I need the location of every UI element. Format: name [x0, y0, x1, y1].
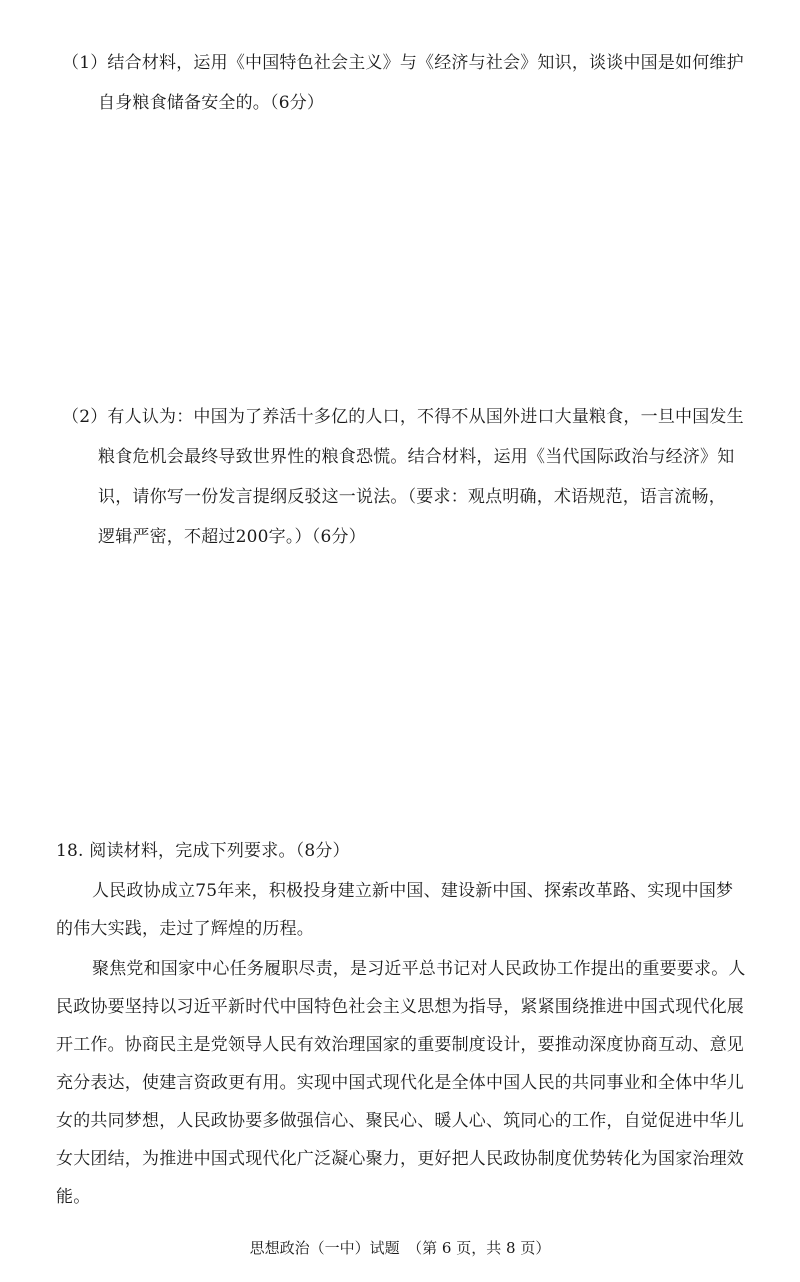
q18-para2-line-7: 能。	[56, 1187, 91, 1207]
q18-para2-line-5: 女的共同梦想，人民政协要多做强信心、聚民心、暖人心、筑同心的工作，自觉促进中华儿	[56, 1111, 744, 1131]
q17-part2-line-3: 识，请你写一份发言提纲反驳这一说法。（要求：观点明确，术语规范，语言流畅，	[98, 487, 726, 507]
q18-para2-line-1: 聚焦党和国家中心任务履职尽责，是习近平总书记对人民政协工作提出的重要要求。人	[92, 959, 746, 979]
q18-para2-line-2: 民政协要坚持以习近平新时代中国特色社会主义思想为指导，紧紧围绕推进中国式现代化展	[56, 997, 744, 1017]
q17-part1-line-2: 自身粮食储备安全的。（6分）	[98, 93, 325, 113]
page-footer: 思想政治（一中）试题 （第 6 页，共 8 页）	[249, 1239, 551, 1257]
q18-para2-line-3: 开工作。协商民主是党领导人民有效治理国家的重要制度设计，要推动深度协商互动、意见	[56, 1035, 744, 1055]
q18-para2-line-4: 充分表达，使建言资政更有用。实现中国式现代化是全体中国人民的共同事业和全体中华儿	[56, 1073, 744, 1093]
q17-part2-line-1: （2）有人认为：中国为了养活十多亿的人口，不得不从国外进口大量粮食，一旦中国发生	[62, 407, 744, 427]
q17-part2-line-4: 逻辑严密，不超过200字。）（6分）	[98, 527, 366, 547]
q18-para1-line-2: 的伟大实践，走过了辉煌的历程。	[56, 919, 314, 939]
q18-para2-line-6: 女大团结，为推进中国式现代化广泛凝心聚力，更好把人民政协制度优势转化为国家治理效	[56, 1149, 744, 1169]
q17-part1-line-1: （1）结合材料，运用《中国特色社会主义》与《经济与社会》知识，谈谈中国是如何维护	[62, 53, 744, 73]
q17-part2-line-2: 粮食危机会最终导致世界性的粮食恐慌。结合材料，运用《当代国际政治与经济》知	[98, 447, 735, 467]
q18-heading: 18. 阅读材料，完成下列要求。（8分）	[56, 841, 350, 861]
q18-para1-line-1: 人民政协成立75年来，积极投身建立新中国、建设新中国、探索改革路、实现中国梦	[92, 881, 734, 901]
